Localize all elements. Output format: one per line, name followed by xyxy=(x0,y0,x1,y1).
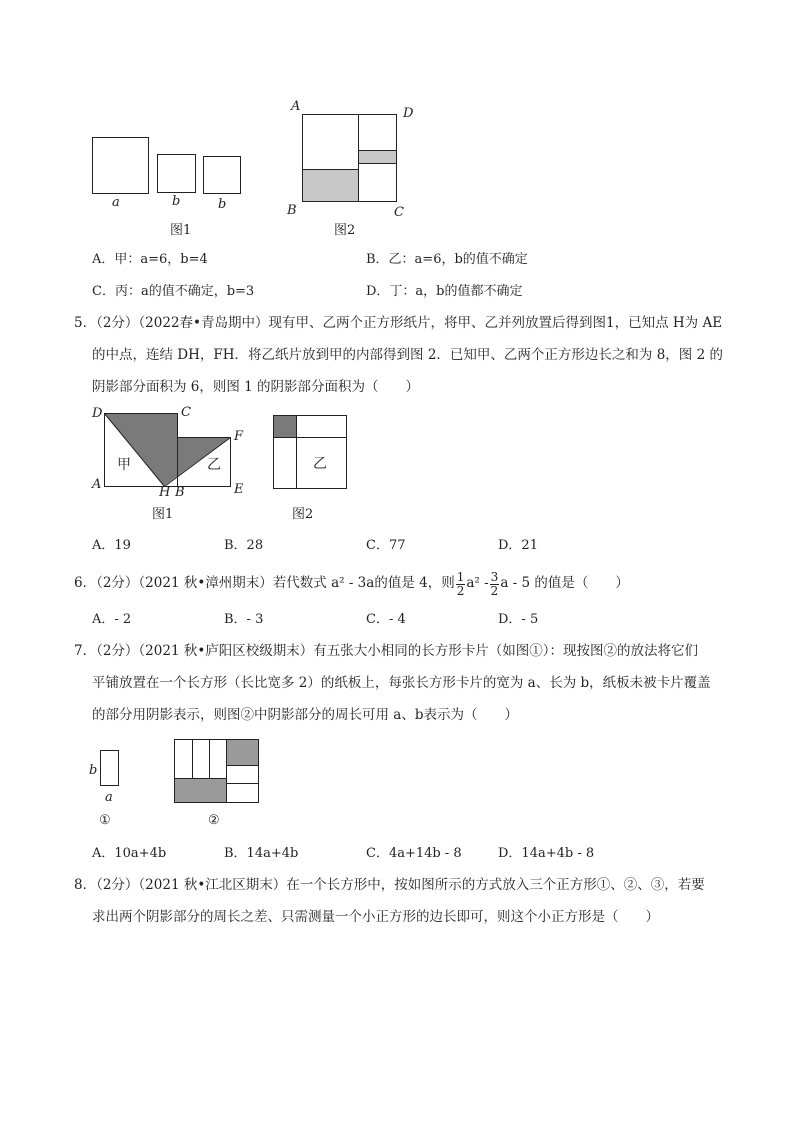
q7-label-b: b xyxy=(89,763,98,778)
q7-option-D[interactable]: D．14a+4b - 8 xyxy=(498,846,595,861)
q5-figure2 xyxy=(270,412,350,492)
q7-option-B[interactable]: B．14a+4b xyxy=(224,846,299,861)
q5-label-H: H xyxy=(159,485,171,500)
q5-label-E: E xyxy=(234,482,244,497)
q5-option-A[interactable]: A．19 xyxy=(92,538,131,553)
q6-frac2-den: 2 xyxy=(490,583,499,598)
q4-option-A[interactable]: A．甲：a=6，b=4 xyxy=(92,252,208,267)
q6-prefix: 6．（2分）（2021 秋•漳州期末）若代数式 a² - 3a的值是 4，则 xyxy=(74,575,455,592)
q6-option-C[interactable]: C．- 4 xyxy=(366,612,406,627)
q6-suffix: a - 5 的值是（ ） xyxy=(500,575,629,592)
q7-line2: 平铺放置在一个长方形（长比宽多 2）的纸板上，每张长方形卡片的宽为 a、长为 b，纸板未被卡片覆盖 xyxy=(92,675,711,691)
q6-frac1-num: 1 xyxy=(456,569,465,584)
q7-shade-top-right xyxy=(227,739,259,766)
q6-option-B[interactable]: B．- 3 xyxy=(224,612,264,627)
q7-card xyxy=(101,751,119,786)
shade-right-strip xyxy=(359,151,396,163)
q7-shade-bottom-left xyxy=(174,779,227,803)
square-b1 xyxy=(158,155,196,193)
q6-option-A[interactable]: A．- 2 xyxy=(92,612,132,627)
q6-fraction-2 xyxy=(490,571,500,597)
q7-fig1-caption: ① xyxy=(99,813,111,828)
q7-option-C[interactable]: C．4a+14b - 8 xyxy=(366,846,462,861)
q4-label-b1: b xyxy=(172,194,181,209)
q6-option-D[interactable]: D．- 5 xyxy=(498,612,539,627)
q5-label-B: B xyxy=(175,485,185,500)
q7-line1: 7．（2分）（2021 秋•庐阳区校级期末）有五张大小相同的长方形卡片（如图①）：现按图②的放法将它们 xyxy=(74,643,699,659)
q5-label-A: A xyxy=(92,477,102,492)
q5-label-yi1: 乙 xyxy=(207,457,221,473)
q7-line3: 的部分用阴影表示，则图②中阴影部分的周长可用 a、b表示为（ ） xyxy=(92,707,518,723)
q5-option-D[interactable]: D．21 xyxy=(498,538,538,553)
q4-label-b2: b xyxy=(218,197,227,212)
q6-frac2-num: 3 xyxy=(490,569,499,584)
q4-fig2-caption: 图2 xyxy=(334,223,356,238)
q5-label-yi2: 乙 xyxy=(313,456,327,472)
q7-option-A[interactable]: A．10a+4b xyxy=(92,846,167,861)
q5-label-D: D xyxy=(92,406,103,421)
q4-corner-D: D xyxy=(403,106,414,121)
q5-option-C[interactable]: C．77 xyxy=(366,538,406,553)
q5-fig1-caption: 图1 xyxy=(152,507,174,522)
q5-figure1 xyxy=(100,410,236,490)
q4-corner-C: C xyxy=(394,205,404,220)
q4-option-D[interactable]: D．丁：a，b的值都不确定 xyxy=(366,284,523,299)
q5-option-B[interactable]: B．28 xyxy=(224,538,264,553)
q7-label-a: a xyxy=(105,790,113,805)
q5-label-F: F xyxy=(234,429,244,444)
q5-label-C: C xyxy=(181,405,191,420)
q4-label-a: a xyxy=(112,195,120,210)
q4-fig1-caption: 图1 xyxy=(170,223,192,238)
q4-option-B[interactable]: B．乙：a=6，b的值不确定 xyxy=(366,252,528,267)
q5-line3: 阴影部分面积为 6，则图 1 的阴影部分面积为（ ） xyxy=(92,379,420,395)
square-b2 xyxy=(204,157,241,194)
q5-line1: 5．（2分）（2022春•青岛期中）现有甲、乙两个正方形纸片，将甲、乙并列放置后得到图1，已知点 H为 AE xyxy=(74,315,723,331)
q4-option-C[interactable]: C．丙：a的值不确定，b=3 xyxy=(92,284,255,299)
q8-line1: 8．（2分）（2021 秋•江北区期末）在一个长方形中，按如图所示的方式放入三个正方形①、②、③，若要 xyxy=(74,877,705,893)
q7-figure1 xyxy=(96,746,124,790)
q6-fraction-1 xyxy=(456,571,466,597)
q4-figure2 xyxy=(298,110,402,206)
q6-frac1-den: 2 xyxy=(456,583,465,598)
q8-line2: 求出两个阴影部分的周长之差、只需测量一个小正方形的边长即可，则这个小正方形是（ ） xyxy=(92,909,659,925)
q4-corner-B: B xyxy=(287,203,297,218)
q5-line2: 的中点，连结 DH，FH．将乙纸片放到甲的内部得到图 2．已知甲、乙两个正方形边长之和为 8，图 2 的 xyxy=(92,347,723,363)
shade-bottom-left xyxy=(303,170,358,201)
q4-corner-A: A xyxy=(291,99,301,114)
square-jia xyxy=(93,138,149,194)
q6-mid: a² - xyxy=(466,575,489,592)
q6-line xyxy=(74,571,629,597)
q7-fig2-caption: ② xyxy=(208,813,220,828)
q7-figure2 xyxy=(171,736,263,808)
q5-fig2-caption: 图2 xyxy=(292,507,314,522)
q5-fig2-shade xyxy=(273,415,296,437)
q5-label-jia: 甲 xyxy=(117,457,131,473)
